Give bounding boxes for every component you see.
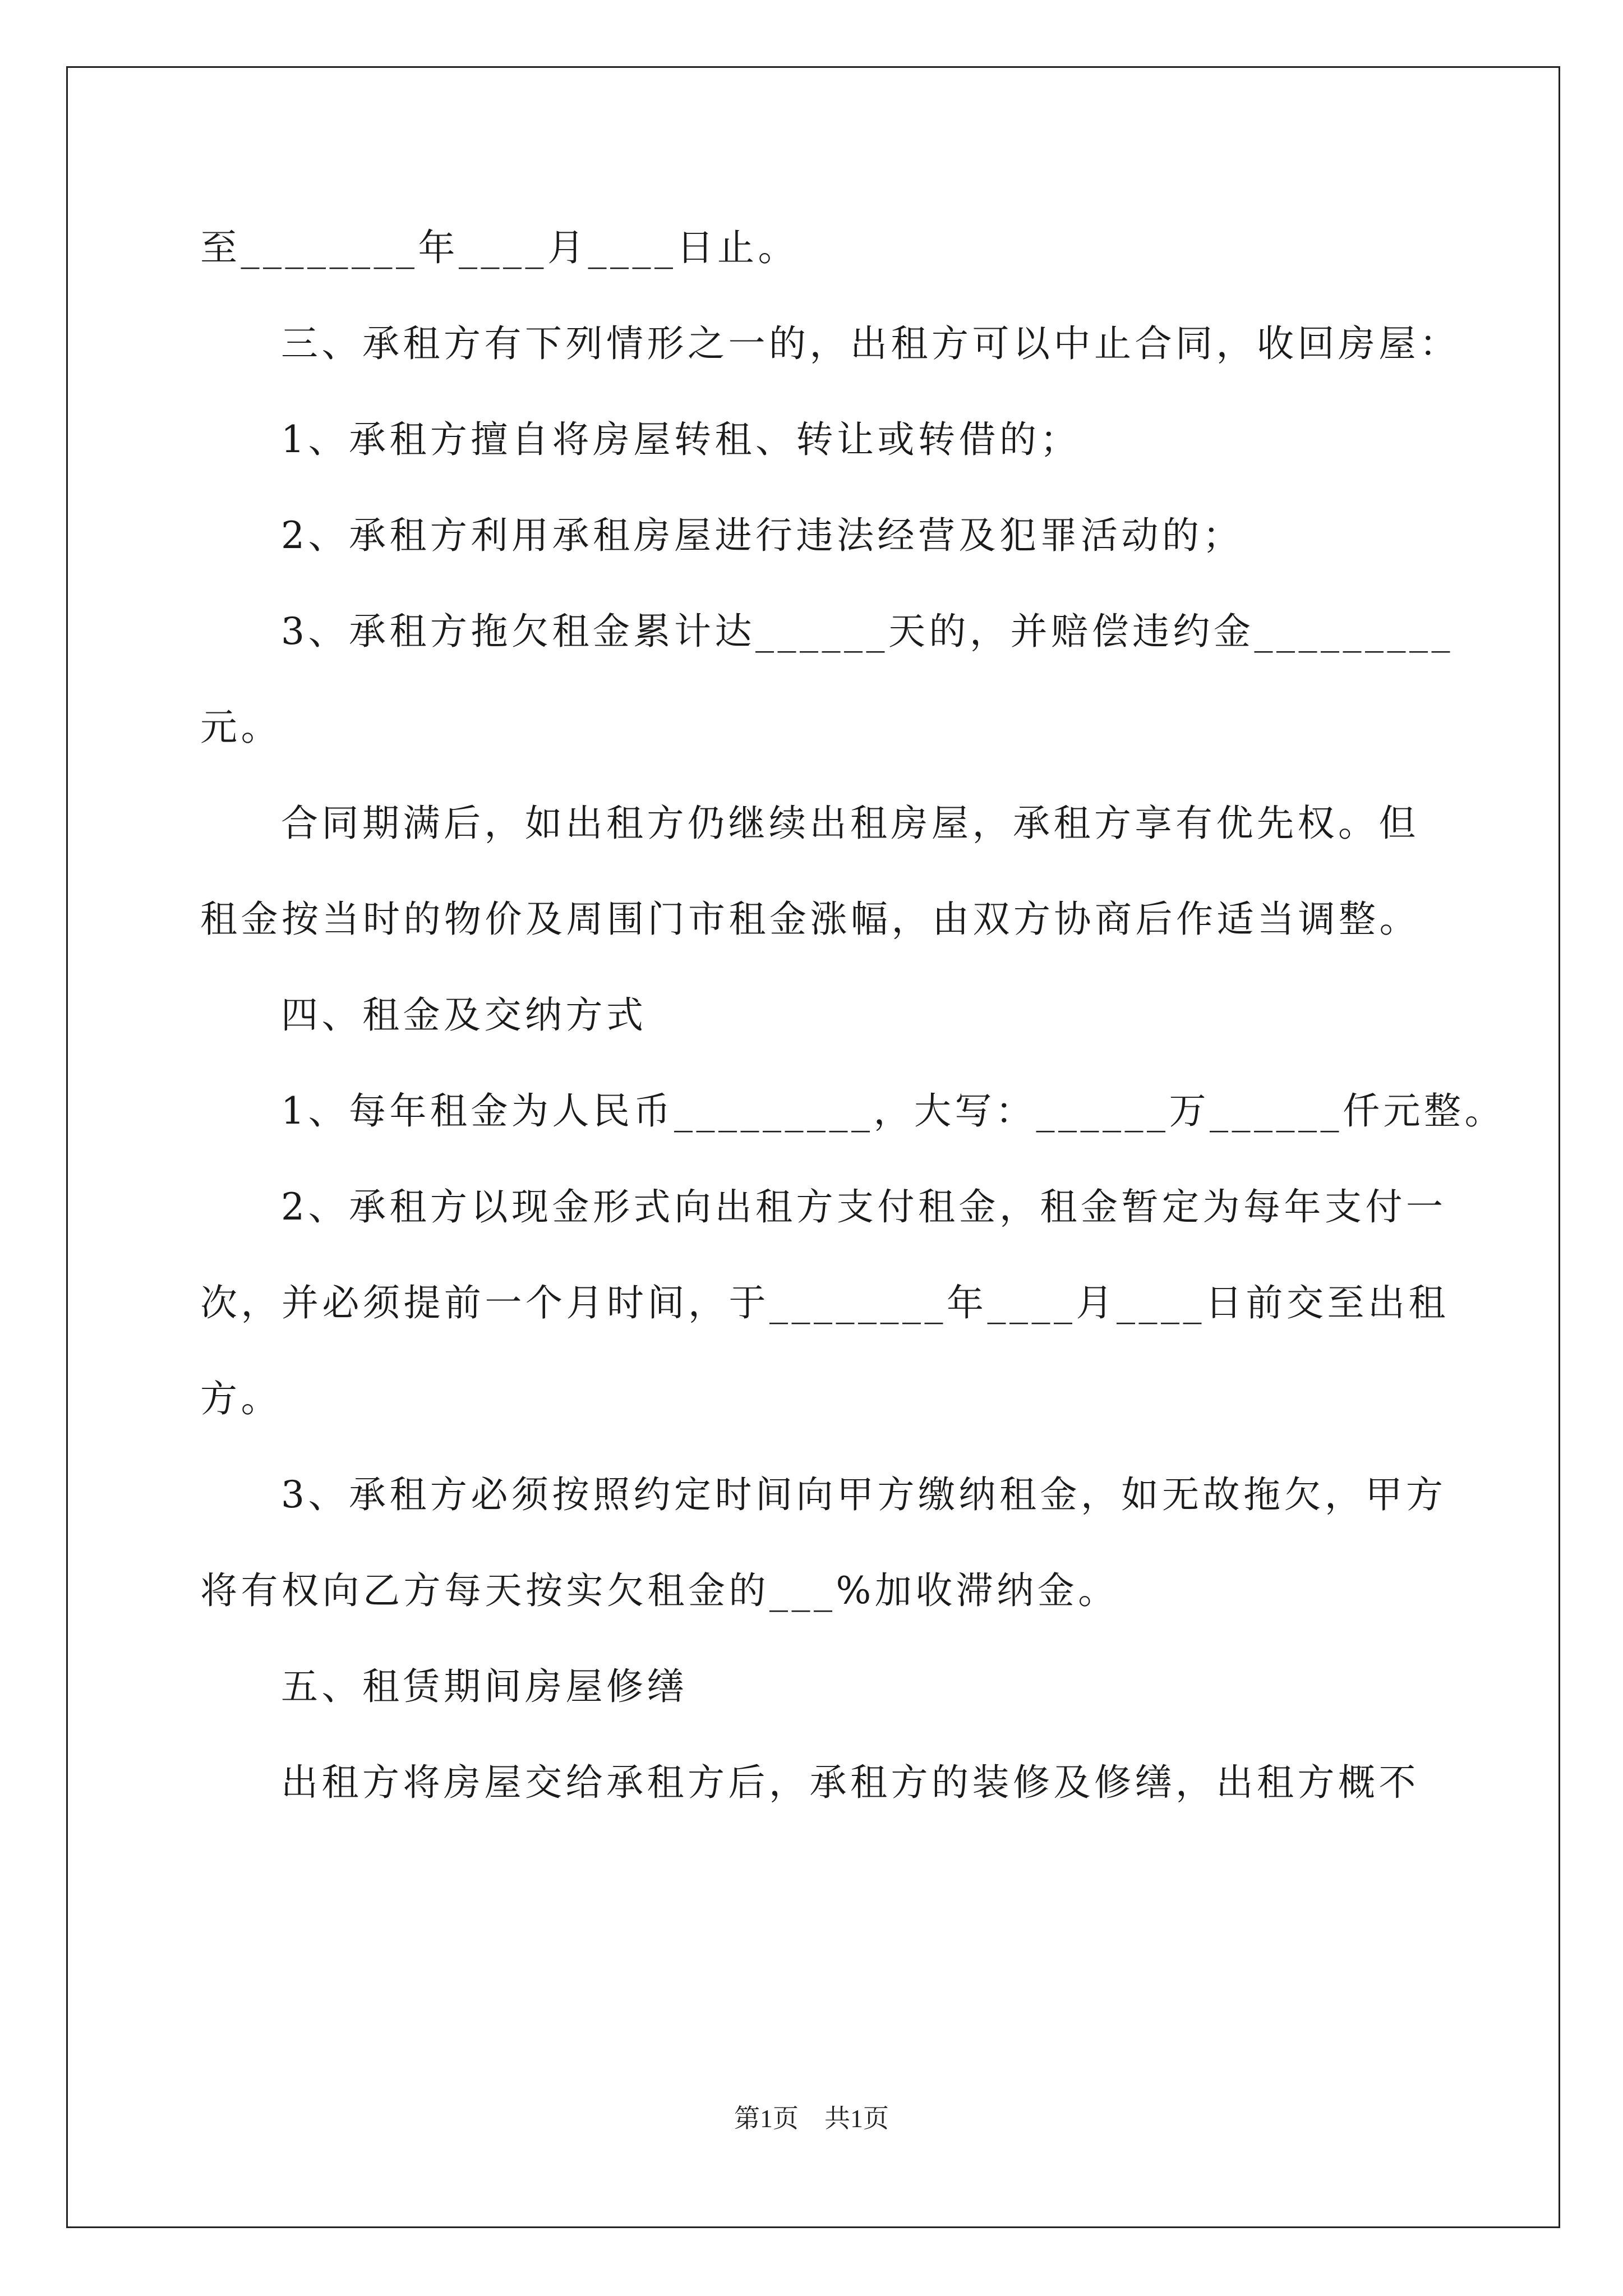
paragraph-line: 至________年____月____日止。 <box>200 226 799 269</box>
section-heading: 五、租赁期间房屋修缮 <box>281 1665 688 1708</box>
paragraph-line: 出租方将房屋交给承租方后，承租方的装修及修缮，出租方概不 <box>281 1761 1419 1804</box>
paragraph-line: 方。 <box>200 1377 282 1420</box>
paragraph-line: 3、承租方拖欠租金累计达______天的，并赔偿违约金_________ <box>281 610 1454 653</box>
paragraph-line: 2、承租方利用承租房屋进行违法经营及犯罪活动的； <box>281 514 1243 557</box>
section-heading: 四、租金及交纳方式 <box>281 993 647 1037</box>
paragraph-line: 合同期满后，如出租方仍继续出租房屋，承租方享有优先权。但 <box>281 802 1419 845</box>
page-number-footer: 第1页 共1页 <box>734 2104 889 2133</box>
paragraph-line: 3、承租方必须按照约定时间向甲方缴纳租金，如无故拖欠，甲方 <box>281 1473 1447 1516</box>
paragraph-line: 1、承租方擅自将房屋转租、转让或转借的； <box>281 418 1081 461</box>
paragraph-line: 三、承租方有下列情形之一的，出租方可以中止合同，收回房屋： <box>281 322 1460 365</box>
paragraph-line: 2、承租方以现金形式向出租方支付租金，租金暂定为每年支付一 <box>281 1185 1447 1228</box>
page-border <box>66 66 1560 2228</box>
paragraph-line: 租金按当时的物价及周围门市租金涨幅，由双方协商后作适当调整。 <box>200 898 1420 941</box>
paragraph-line: 次，并必须提前一个月时间，于________年____月____日前交至出租 <box>200 1281 1449 1324</box>
paragraph-line: 元。 <box>200 706 282 749</box>
paragraph-line: 1、每年租金为人民币_________，大写：______万______仟元整。 <box>281 1089 1505 1133</box>
paragraph-line: 将有权向乙方每天按实欠租金的___%加收滞纳金。 <box>200 1569 1119 1612</box>
